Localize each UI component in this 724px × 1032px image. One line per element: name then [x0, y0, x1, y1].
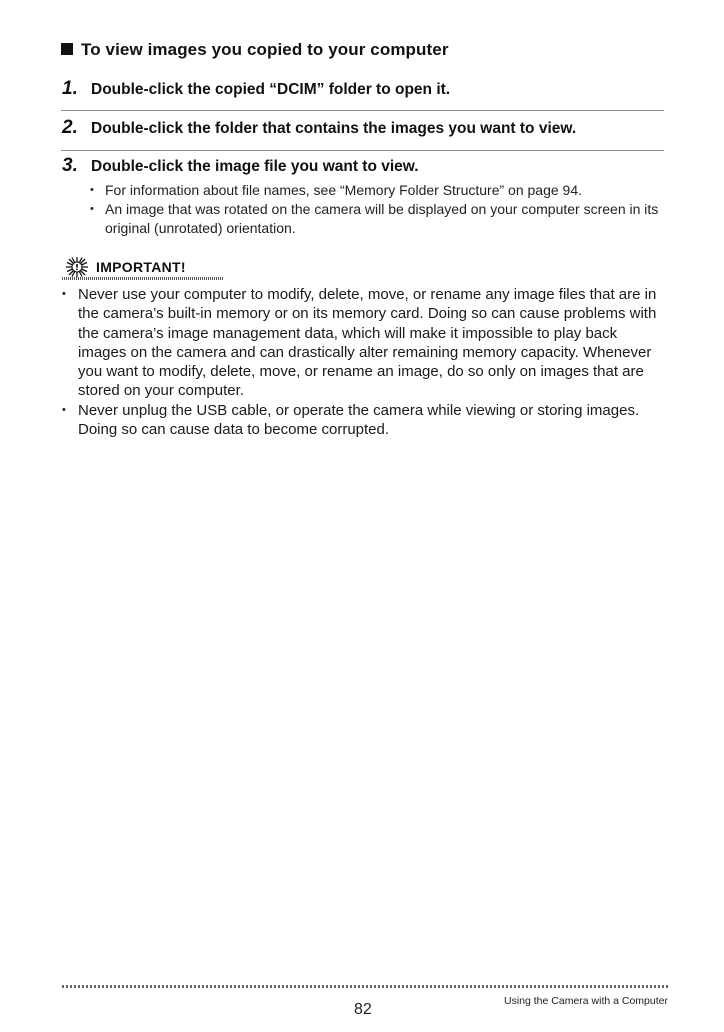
- step-text: Double-click the folder that contains the images you want to view.: [91, 120, 577, 137]
- divider: [61, 110, 664, 111]
- step-3-notes: [90, 181, 665, 238]
- footer-section-title: Using the Camera with a Computer: [504, 995, 668, 1007]
- note-item: • An image that was rotated on the camera will be displayed on your computer screen in its original (unrotated) orientation.: [90, 200, 665, 238]
- step-number: 3.: [62, 155, 78, 176]
- note-item: • For information about file names, see “Memory Folder Structure” on page 94.: [90, 181, 665, 200]
- step-2: [62, 117, 576, 139]
- step-3: [62, 155, 419, 177]
- warning-burst-icon: [62, 256, 92, 278]
- page-number: 82: [354, 1001, 372, 1018]
- divider: [61, 150, 664, 151]
- step-text: Double-click the copied “DCIM” folder to open it.: [91, 81, 451, 98]
- section-heading-text: To view images you copied to your computer: [81, 40, 449, 59]
- important-item: • Never use your computer to modify, delete, move, or rename any image files that are in the camera’s built-in memory or on its memory card. Doing so can cause problems with the camera’s image management data, which will make it impossible to play back images on the camera and can drastically alter remaining memory capacity. Whenever you want to modify, delete, move, or rename an image, do so only on images that are stored on your computer.: [60, 285, 665, 401]
- section-heading: [61, 40, 449, 60]
- important-underline: [62, 277, 224, 280]
- important-item: • Never unplug the USB cable, or operate the camera while viewing or storing images. Doing so can cause data to become corrupted.: [60, 401, 665, 440]
- important-title: [62, 256, 186, 278]
- important-list: [60, 285, 665, 439]
- step-text: Double-click the image file you want to view.: [91, 158, 419, 175]
- step-number: 2.: [62, 117, 78, 138]
- important-title-text: IMPORTANT!: [96, 259, 186, 275]
- step-1: [62, 78, 450, 100]
- step-number: 1.: [62, 78, 78, 99]
- footer-divider: [62, 985, 670, 988]
- square-bullet-icon: [61, 43, 73, 55]
